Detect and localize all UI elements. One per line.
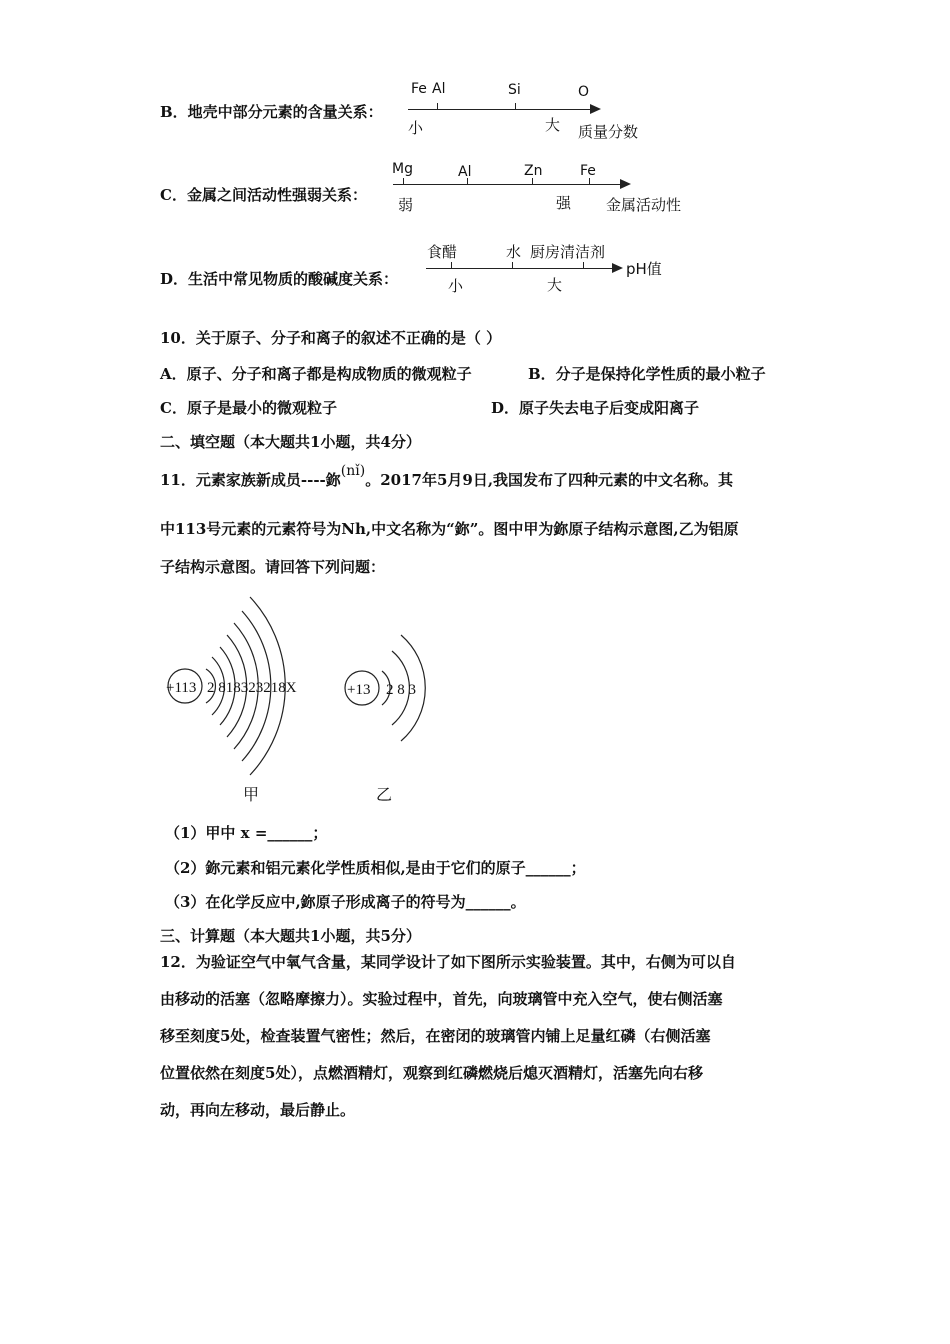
scale-d-tick (512, 262, 513, 268)
electrons-jia: 2 818323218X (207, 680, 297, 696)
q11-pinyin: (nǐ) (340, 463, 366, 479)
scale-c-low: 弱 (398, 196, 414, 214)
scale-b-high: 大 (545, 116, 561, 134)
scale-c-arrow (620, 179, 631, 189)
scale-c-axis (393, 184, 622, 185)
scale-b-low: 小 (408, 119, 424, 137)
q11-line2: 中113号元素的元素符号为Nh,中文名称为“鉨”。图中甲为鉨原子结构示意图,乙为铝原 (160, 520, 739, 538)
scale-d-vinegar: 食醋 (427, 243, 458, 261)
scale-b-axis (408, 109, 592, 110)
scale-c-high: 强 (556, 194, 572, 212)
scale-d-tick (583, 262, 584, 268)
caption-yi: 乙 (376, 787, 393, 804)
scale-c-tick (467, 178, 468, 184)
scale-c-al: Al (458, 164, 472, 180)
option-d-label: D．生活中常见物质的酸碱度关系： (160, 270, 399, 288)
q11-sub3: （3）在化学反应中,鉨原子形成离子的符号为______。 (165, 893, 526, 911)
scale-c-zn: Zn (524, 163, 543, 179)
scale-b-al: Al (432, 81, 446, 97)
scale-d-water: 水 (506, 243, 522, 261)
q10-option-a: A．原子、分子和离子都是构成物质的微观粒子 (160, 365, 472, 383)
scale-c-tick (532, 178, 533, 184)
scale-b-arrow (590, 104, 601, 114)
option-b-label: B．地壳中部分元素的含量关系： (160, 103, 383, 121)
q10-option-b: B．分子是保持化学性质的最小粒子 (528, 365, 766, 383)
scale-c-tick (403, 178, 404, 184)
electrons-yi: 2 8 3 (386, 682, 416, 698)
scale-d-axis (426, 268, 614, 269)
scale-b-tick (515, 103, 516, 109)
scale-b-o: O (578, 84, 590, 100)
q12-line4: 位置依然在刻度5处），点燃酒精灯，观察到红磷燃烧后熄灭酒精灯，活塞先向右移 (160, 1064, 703, 1082)
scale-d-axis-label: pH值 (626, 260, 662, 278)
section-3-heading: 三、计算题（本大题共1小题，共5分） (160, 927, 421, 945)
scale-c-tick (589, 178, 590, 184)
scale-b-fe: Fe (411, 81, 427, 97)
q11-line1-end: 。2017年5月9日,我国发布了四种元素的中文名称。其 (365, 471, 734, 489)
q11-line3: 子结构示意图。请回答下列问题： (160, 558, 386, 576)
q12-line2: 由移动的活塞（忽略摩擦力）。实验过程中，首先，向玻璃管中充入空气，使右侧活塞 (160, 990, 723, 1008)
q12-line3: 移至刻度5处，检查装置气密性；然后，在密闭的玻璃管内铺上足量红磷（右侧活塞 (160, 1027, 711, 1045)
scale-b-si: Si (508, 82, 521, 98)
scale-d-cleaner: 厨房清洁剂 (530, 243, 606, 261)
nucleus-jia-label: +113 (166, 680, 197, 696)
q10-stem: 10．关于原子、分子和离子的叙述不正确的是（ ） (160, 329, 502, 347)
caption-jia: 甲 (243, 787, 260, 804)
scale-d-arrow (612, 263, 623, 273)
scale-c-fe: Fe (580, 163, 596, 179)
atom-structure-diagrams (0, 585, 950, 815)
q11-sub2: （2）鉨元素和铝元素化学性质相似,是由于它们的原子______； (165, 859, 586, 877)
scale-c-mg: Mg (392, 161, 413, 177)
scale-d-low: 小 (448, 277, 464, 295)
q10-option-d: D．原子失去电子后变成阳离子 (491, 399, 700, 417)
scale-b-axis-label: 质量分数 (578, 123, 639, 141)
section-2-heading: 二、填空题（本大题共1小题，共4分） (160, 433, 421, 451)
q12-line1: 12．为验证空气中氧气含量，某同学设计了如下图所示实验装置。其中，右侧为可以自 (160, 953, 736, 971)
scale-d-tick (451, 262, 452, 268)
option-c-label: C．金属之间活动性强弱关系： (160, 186, 367, 204)
q11-line1 (160, 463, 734, 489)
q11-line1-start: 11．元素家族新成员----鉨 (160, 471, 341, 489)
q10-option-c: C．原子是最小的微观粒子 (160, 399, 337, 417)
q11-sub1: （1）甲中 x =______； (165, 824, 328, 842)
q12-line5: 动，再向左移动，最后静止。 (160, 1101, 356, 1119)
nucleus-yi-label: +13 (347, 682, 371, 698)
scale-b-tick (437, 103, 438, 109)
scale-c-axis-label: 金属活动性 (606, 196, 682, 214)
scale-d-high: 大 (547, 276, 563, 294)
